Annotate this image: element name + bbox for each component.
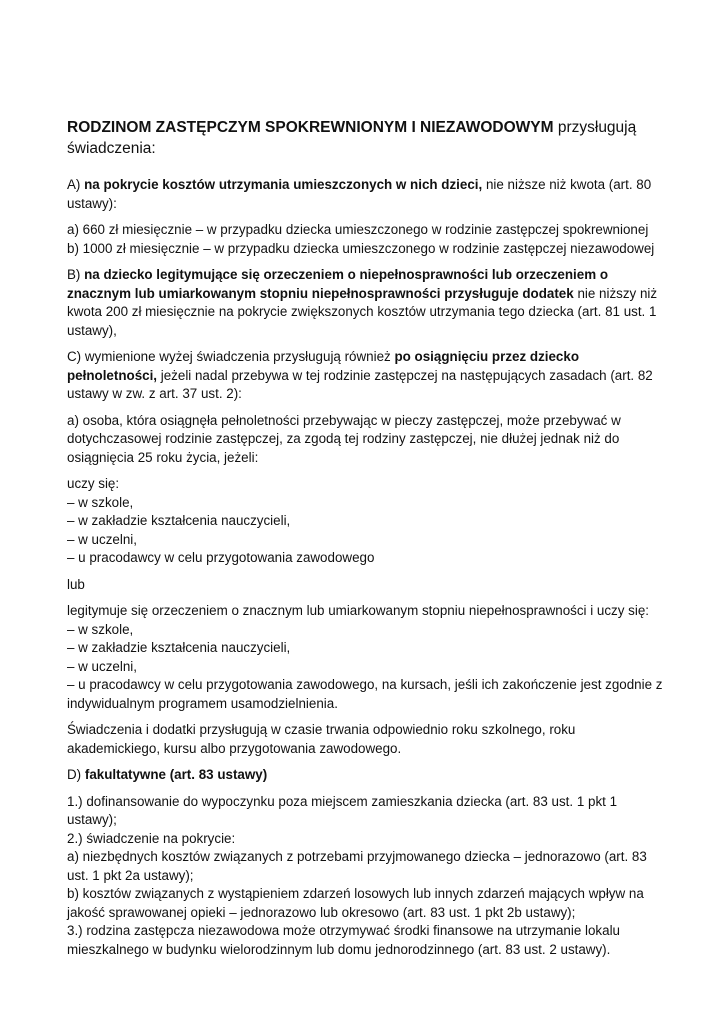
list-item: 1.) dofinansowanie do wypoczynku poza miejscem zamieszkania dziecka (art. 83 ust. 1 pkt 1 ustawy);	[67, 793, 618, 827]
section-a-prefix: A)	[67, 177, 85, 192]
list-item: – w uczelni,	[67, 531, 137, 547]
or-text: lub	[67, 576, 85, 592]
section-a-item-b: b) 1000 zł miesięcznie – w przypadku dziecka umieszczonego w rodzinie zastępczej niezawodowej	[67, 240, 655, 256]
section-c-rest: jeżeli nadal przebywa w tej rodzinie zastępczej na następujących zasadach (art. 82 ustawy w zw. z art. 37 ust. 2):	[67, 367, 653, 401]
section-a-bold: na pokrycie kosztów utrzymania umieszczonych w nich dzieci,	[84, 177, 483, 192]
document-title	[67, 117, 665, 159]
section-b	[67, 266, 665, 340]
section-a	[67, 176, 665, 213]
list-item: – w szkole,	[67, 621, 134, 637]
section-c-prefix: C) wymienione wyżej świadczenia przysługują również	[67, 349, 395, 364]
section-a-rest: nie niższe niż kwota (art. 80 ustawy):	[67, 177, 652, 211]
section-b-bold: na dziecko legitymujące się orzeczeniem o niepełnosprawności lub orzeczeniem o znacznym lub umiarkowanym stopniu niepełnosprawności przysługuje dodatek	[67, 267, 609, 301]
list-item: 3.) rodzina zastępcza niezawodowa może otrzymywać środki finansowe na utrzymanie lokalu mieszkalnego w budynku wielorodzinnym lub domu jednorodzinnego (art. 83 ust. 2 ustawy).	[67, 923, 620, 957]
list-item: – w uczelni,	[67, 658, 137, 674]
section-c-bold: po osiągnięciu przez dziecko pełnoletności,	[67, 349, 580, 383]
learning-intro: uczy się:	[67, 476, 120, 491]
list-item: – u pracodawcy w celu przygotowania zawodowego, na kursach, jeśli ich zakończenie jest zgodnie z indywidualnym programem usamodzielnienia.	[67, 677, 663, 711]
section-d	[67, 766, 665, 785]
section-d-bold: fakultatywne (art. 83 ustawy)	[84, 767, 268, 782]
section-c	[67, 348, 665, 404]
section-d-prefix: D)	[67, 767, 85, 782]
benefits-note: Świadczenia i dodatki przysługują w czasie trwania odpowiednio roku szkolnego, roku akademickiego, kursu albo przygotowania zawodowego.	[67, 722, 576, 756]
list-item: – u pracodawcy w celu przygotowania zawodowego	[67, 550, 375, 565]
section-b-prefix: B)	[67, 267, 85, 282]
section-a-items	[67, 221, 665, 258]
title-rest: przysługują świadczenia:	[67, 119, 637, 157]
disability-intro: legitymuje się orzeczeniem o znacznym lub umiarkowanym stopniu niepełnosprawności i uczy się:	[67, 603, 650, 618]
learning-list	[67, 475, 665, 568]
list-item: a) niezbędnych kosztów związanych z potrzebami przyjmowanego dziecka – jednorazowo (art. 83 ust. 1 pkt 2a ustawy);	[67, 849, 647, 883]
disability-list	[67, 602, 665, 713]
list-item: b) kosztów związanych z wystąpieniem zdarzeń losowych lub innych zdarzeń mających wpływ na jakość sprawowanej opieki – jednorazowo lub okresowo (art. 83 ust. 1 pkt 2b ustawy);	[67, 886, 644, 920]
section-c-a: a) osoba, która osiągnęła pełnoletności przebywając w pieczy zastępczej, może przebywać w dotychczasowej rodzinie zastępczej, za zgodą tej rodziny zastępczej, nie dłużej jednak niż do osiągnięcia 25 roku życia, jeżeli:	[67, 412, 621, 465]
title-bold: RODZINOM ZASTĘPCZYM SPOKREWNIONYM I NIEZAWODOWYM	[67, 119, 554, 136]
section-d-items	[67, 793, 665, 960]
list-item: – w zakładzie kształcenia nauczycieli,	[67, 640, 291, 655]
list-item: – w szkole,	[67, 494, 134, 510]
section-a-item-a: a) 660 zł miesięcznie – w przypadku dziecka umieszczonego w rodzinie zastępczej spokrewnionej	[67, 222, 649, 237]
list-item: – w zakładzie kształcenia nauczycieli,	[67, 513, 291, 528]
list-item: 2.) świadczenie na pokrycie:	[67, 830, 236, 846]
section-b-rest: nie niższy niż kwota 200 zł miesięcznie na pokrycie zwiększonych kosztów utrzymania tego dziecka (art. 81 ust. 1 ustawy),	[67, 285, 658, 338]
